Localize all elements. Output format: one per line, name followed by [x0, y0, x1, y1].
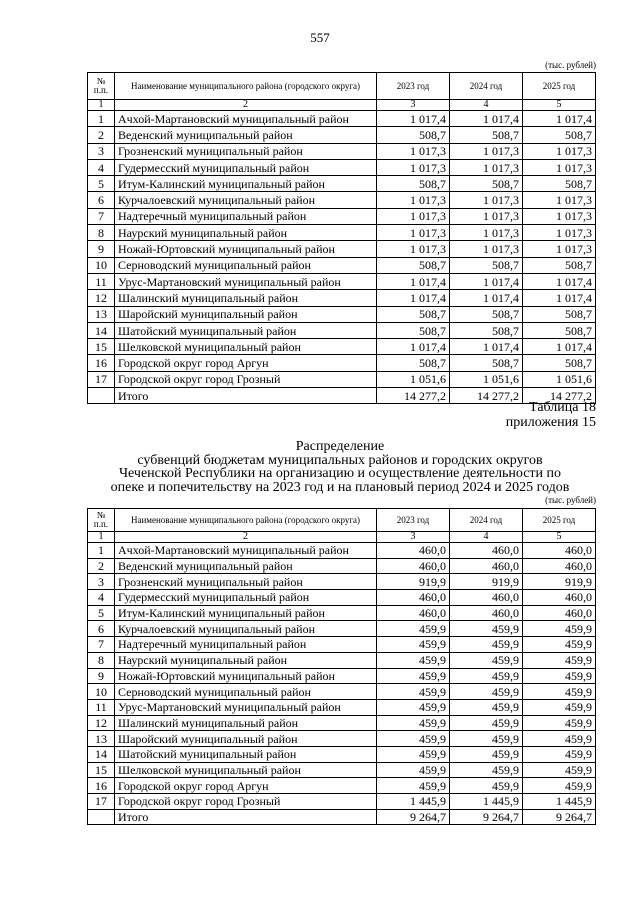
district-name: Шатойский муниципальный район [115, 322, 377, 338]
value-2024: 508,7 [450, 176, 523, 192]
value-2025: 460,0 [523, 605, 596, 621]
value-2023: 459,9 [377, 637, 450, 653]
header-2025: 2025 год [523, 509, 596, 532]
value-2025: 460,0 [523, 590, 596, 606]
value-2024: 1 017,3 [450, 241, 523, 257]
value-2023: 459,9 [377, 699, 450, 715]
value-2023: 1 017,4 [377, 290, 450, 306]
row-number: 3 [88, 574, 115, 590]
district-name: Надтеречный муниципальный район [115, 637, 377, 653]
value-2024: 1 017,3 [450, 192, 523, 208]
value-2024: 1 017,4 [450, 111, 523, 127]
value-2023: 508,7 [377, 176, 450, 192]
district-name: Ножай-Юртовский муниципальный район [115, 668, 377, 684]
value-2024: 459,9 [450, 699, 523, 715]
value-2024: 1 017,4 [450, 290, 523, 306]
column-index-cell: 1 [88, 100, 115, 111]
value-2023: 459,9 [377, 715, 450, 731]
heading-line: субвенций бюджетам муниципальных районов и городских округов [137, 452, 543, 468]
value-2023: 460,0 [377, 558, 450, 574]
header-number: № п.п. [88, 73, 115, 100]
value-2024: 460,0 [450, 543, 523, 559]
value-2024: 508,7 [450, 257, 523, 273]
header-2024: 2024 год [450, 73, 523, 100]
value-2025: 1 051,6 [523, 371, 596, 387]
table-row [88, 590, 596, 606]
value-2025: 1 017,3 [523, 208, 596, 224]
value-2025: 1 017,4 [523, 111, 596, 127]
heading-line: Распределение [295, 439, 385, 454]
table-row [88, 273, 596, 289]
value-2024: 1 017,3 [450, 225, 523, 241]
value-2023: 508,7 [377, 127, 450, 143]
value-2023: 1 017,3 [377, 143, 450, 159]
district-name: Наурский муниципальный район [115, 652, 377, 668]
table-caption [506, 400, 596, 430]
row-number: 7 [88, 208, 115, 224]
district-name: Шелковской муниципальный район [115, 762, 377, 778]
row-number: 2 [88, 558, 115, 574]
district-name: Надтеречный муниципальный район [115, 208, 377, 224]
value-2024: 9 264,7 [450, 809, 523, 825]
value-2024: 459,9 [450, 715, 523, 731]
row-number: 17 [88, 794, 115, 810]
value-2025: 508,7 [523, 306, 596, 322]
value-2023: 1 017,3 [377, 159, 450, 175]
value-2023: 1 017,3 [377, 208, 450, 224]
table-row [88, 684, 596, 700]
value-2025: 1 017,4 [523, 290, 596, 306]
district-name: Итого [115, 809, 377, 825]
row-number: 10 [88, 684, 115, 700]
table-row [88, 371, 596, 387]
district-name: Шалинский муниципальный район [115, 715, 377, 731]
table-row [88, 668, 596, 684]
row-number: 14 [88, 322, 115, 338]
row-number: 5 [88, 605, 115, 621]
row-number: 13 [88, 731, 115, 747]
value-2025: 1 017,3 [523, 225, 596, 241]
row-number: 14 [88, 746, 115, 762]
row-number: 2 [88, 127, 115, 143]
value-2023: 459,9 [377, 778, 450, 794]
table-row [88, 176, 596, 192]
header-number: № п.п. [88, 509, 115, 532]
value-2024: 459,9 [450, 637, 523, 653]
value-2025: 459,9 [523, 778, 596, 794]
district-name: Грозненский муниципальный район [115, 574, 377, 590]
row-number: 3 [88, 143, 115, 159]
district-name: Шалинский муниципальный район [115, 290, 377, 306]
table-row [88, 306, 596, 322]
district-name: Итого [115, 388, 377, 404]
column-index-cell: 1 [88, 532, 115, 543]
value-2023: 460,0 [377, 590, 450, 606]
value-2024: 459,9 [450, 652, 523, 668]
table-row [88, 746, 596, 762]
table-row [88, 143, 596, 159]
row-number: 15 [88, 339, 115, 355]
value-2024: 508,7 [450, 322, 523, 338]
row-number: 17 [88, 371, 115, 387]
table-row [88, 699, 596, 715]
table-row [88, 192, 596, 208]
table-row [88, 111, 596, 127]
value-2024: 1 017,3 [450, 143, 523, 159]
row-number: 9 [88, 668, 115, 684]
district-name: Серноводский муниципальный район [115, 684, 377, 700]
district-name: Шатойский муниципальный район [115, 746, 377, 762]
row-number: 12 [88, 290, 115, 306]
district-name: Шаройский муниципальный район [115, 731, 377, 747]
table-row [88, 605, 596, 621]
value-2025: 459,9 [523, 621, 596, 637]
value-2023: 459,9 [377, 668, 450, 684]
table-row [88, 208, 596, 224]
row-number: 15 [88, 762, 115, 778]
row-number: 6 [88, 192, 115, 208]
table-row [88, 225, 596, 241]
row-number: 11 [88, 699, 115, 715]
row-number: 12 [88, 715, 115, 731]
value-2024: 1 017,4 [450, 273, 523, 289]
district-name: Городской округ город Аргун [115, 355, 377, 371]
table-row [88, 159, 596, 175]
table-row [88, 715, 596, 731]
row-number: 7 [88, 637, 115, 653]
value-2024: 460,0 [450, 605, 523, 621]
district-name: Городской округ город Грозный [115, 794, 377, 810]
district-name: Итум-Калинский муниципальный район [115, 605, 377, 621]
header-2024: 2024 год [450, 509, 523, 532]
column-index-row [88, 532, 596, 543]
district-name: Серноводский муниципальный район [115, 257, 377, 273]
value-2024: 14 277,2 [450, 388, 523, 404]
value-2025: 508,7 [523, 322, 596, 338]
page-number: 557 [310, 30, 330, 45]
row-number: 10 [88, 257, 115, 273]
table-row [88, 355, 596, 371]
value-2023: 1 017,3 [377, 225, 450, 241]
row-number: 5 [88, 176, 115, 192]
value-2025: 459,9 [523, 715, 596, 731]
district-name: Гудермесский муниципальный район [115, 159, 377, 175]
allocation-table-1 [87, 72, 596, 404]
table-row [88, 794, 596, 810]
value-2025: 1 017,3 [523, 159, 596, 175]
row-number: 11 [88, 273, 115, 289]
table-row [88, 652, 596, 668]
value-2023: 1 017,4 [377, 111, 450, 127]
value-2025: 460,0 [523, 543, 596, 559]
units-label: (тыс. рублей) [545, 495, 596, 505]
row-number: 16 [88, 355, 115, 371]
district-name: Курчалоевский муниципальный район [115, 621, 377, 637]
district-name: Грозненский муниципальный район [115, 143, 377, 159]
value-2024: 1 017,3 [450, 159, 523, 175]
table-row [88, 731, 596, 747]
value-2025: 459,9 [523, 652, 596, 668]
value-2023: 508,7 [377, 322, 450, 338]
value-2023: 459,9 [377, 684, 450, 700]
value-2023: 9 264,7 [377, 809, 450, 825]
heading-line: Чеченской Республики на организацию и осуществление деятельности по [118, 466, 562, 481]
value-2023: 508,7 [377, 355, 450, 371]
table-row [88, 257, 596, 273]
value-2023: 1 017,3 [377, 241, 450, 257]
row-number: 13 [88, 306, 115, 322]
district-name: Ачхой-Мартановский муниципальный район [115, 111, 377, 127]
column-index-cell: 5 [523, 100, 596, 111]
value-2025: 459,9 [523, 684, 596, 700]
value-2025: 1 017,3 [523, 241, 596, 257]
row-number: 8 [88, 652, 115, 668]
district-name: Гудермесский муниципальный район [115, 590, 377, 606]
header-2025: 2025 год [523, 73, 596, 100]
column-index-cell: 4 [450, 532, 523, 543]
column-index-cell: 2 [115, 532, 377, 543]
table-row [88, 621, 596, 637]
table-row [88, 778, 596, 794]
table-row [88, 543, 596, 559]
district-name: Ачхой-Мартановский муниципальный район [115, 543, 377, 559]
table-row [88, 322, 596, 338]
table-body [88, 100, 596, 404]
value-2024: 1 445,9 [450, 794, 523, 810]
value-2024: 508,7 [450, 127, 523, 143]
district-name: Урус-Мартановский муниципальный район [115, 699, 377, 715]
value-2025: 1 445,9 [523, 794, 596, 810]
value-2025: 508,7 [523, 176, 596, 192]
column-index-cell: 5 [523, 532, 596, 543]
row-number [88, 809, 115, 825]
value-2025: 508,7 [523, 127, 596, 143]
table-row [88, 762, 596, 778]
value-2023: 14 277,2 [377, 388, 450, 404]
column-index-row [88, 100, 596, 111]
table-heading [90, 440, 590, 494]
district-name: Шаройский муниципальный район [115, 306, 377, 322]
district-name: Наурский муниципальный район [115, 225, 377, 241]
row-number: 9 [88, 241, 115, 257]
value-2023: 459,9 [377, 746, 450, 762]
row-number: 1 [88, 543, 115, 559]
value-2023: 508,7 [377, 306, 450, 322]
value-2024: 459,9 [450, 762, 523, 778]
value-2025: 459,9 [523, 699, 596, 715]
district-name: Веденский муниципальный район [115, 558, 377, 574]
value-2023: 1 017,4 [377, 273, 450, 289]
value-2024: 1 017,3 [450, 208, 523, 224]
column-index-cell: 2 [115, 100, 377, 111]
value-2025: 459,9 [523, 746, 596, 762]
row-number: 16 [88, 778, 115, 794]
district-name: Веденский муниципальный район [115, 127, 377, 143]
row-number: 4 [88, 590, 115, 606]
row-number: 1 [88, 111, 115, 127]
value-2024: 919,9 [450, 574, 523, 590]
value-2024: 1 051,6 [450, 371, 523, 387]
district-name: Итум-Калинский муниципальный район [115, 176, 377, 192]
table-row [88, 241, 596, 257]
value-2025: 1 017,3 [523, 143, 596, 159]
value-2024: 459,9 [450, 746, 523, 762]
value-2025: 9 264,7 [523, 809, 596, 825]
value-2023: 460,0 [377, 543, 450, 559]
district-name: Городской округ город Аргун [115, 778, 377, 794]
district-name: Городской округ город Грозный [115, 371, 377, 387]
value-2025: 508,7 [523, 355, 596, 371]
value-2024: 460,0 [450, 590, 523, 606]
district-name: Шелковской муниципальный район [115, 339, 377, 355]
units-label: (тыс. рублей) [545, 60, 596, 70]
value-2025: 1 017,3 [523, 192, 596, 208]
row-number: 4 [88, 159, 115, 175]
value-2024: 459,9 [450, 621, 523, 637]
value-2024: 459,9 [450, 731, 523, 747]
value-2023: 459,9 [377, 762, 450, 778]
value-2023: 1 017,3 [377, 192, 450, 208]
column-index-cell: 4 [450, 100, 523, 111]
value-2023: 459,9 [377, 731, 450, 747]
header-name: Наименование муниципального района (городского округа) [115, 509, 377, 532]
caption-table-number: Таблица 18 [529, 400, 596, 415]
header-2023: 2023 год [377, 73, 450, 100]
value-2025: 1 017,4 [523, 273, 596, 289]
header-2023: 2023 год [377, 509, 450, 532]
total-row [88, 809, 596, 825]
value-2025: 459,9 [523, 731, 596, 747]
table-body [88, 532, 596, 825]
value-2023: 919,9 [377, 574, 450, 590]
district-name: Урус-Мартановский муниципальный район [115, 273, 377, 289]
value-2024: 460,0 [450, 558, 523, 574]
value-2025: 14 277,2 [523, 388, 596, 404]
row-number: 8 [88, 225, 115, 241]
allocation-table-2 [87, 508, 596, 825]
caption-appendix: приложения 15 [505, 415, 596, 430]
table-row [88, 637, 596, 653]
district-name: Курчалоевский муниципальный район [115, 192, 377, 208]
row-number [88, 388, 115, 404]
value-2025: 1 017,4 [523, 339, 596, 355]
value-2025: 508,7 [523, 257, 596, 273]
value-2024: 1 017,4 [450, 339, 523, 355]
column-index-cell: 3 [377, 100, 450, 111]
header-name: Наименование муниципального района (городского округа) [115, 73, 377, 100]
value-2023: 508,7 [377, 257, 450, 273]
column-index-cell: 3 [377, 532, 450, 543]
heading-line: опеке и попечительству на 2023 год и на плановый период 2024 и 2025 годов [110, 479, 570, 495]
table-row [88, 574, 596, 590]
value-2024: 508,7 [450, 355, 523, 371]
district-name: Ножай-Юртовский муниципальный район [115, 241, 377, 257]
value-2025: 919,9 [523, 574, 596, 590]
value-2025: 460,0 [523, 558, 596, 574]
table-row [88, 558, 596, 574]
value-2024: 459,9 [450, 684, 523, 700]
table-row [88, 290, 596, 306]
value-2024: 508,7 [450, 306, 523, 322]
value-2025: 459,9 [523, 637, 596, 653]
value-2024: 459,9 [450, 778, 523, 794]
table-row [88, 127, 596, 143]
value-2023: 1 445,9 [377, 794, 450, 810]
row-number: 6 [88, 621, 115, 637]
table-row [88, 339, 596, 355]
value-2025: 459,9 [523, 668, 596, 684]
value-2023: 1 017,4 [377, 339, 450, 355]
value-2025: 459,9 [523, 762, 596, 778]
value-2023: 459,9 [377, 652, 450, 668]
value-2024: 459,9 [450, 668, 523, 684]
value-2023: 459,9 [377, 621, 450, 637]
value-2023: 1 051,6 [377, 371, 450, 387]
value-2023: 460,0 [377, 605, 450, 621]
